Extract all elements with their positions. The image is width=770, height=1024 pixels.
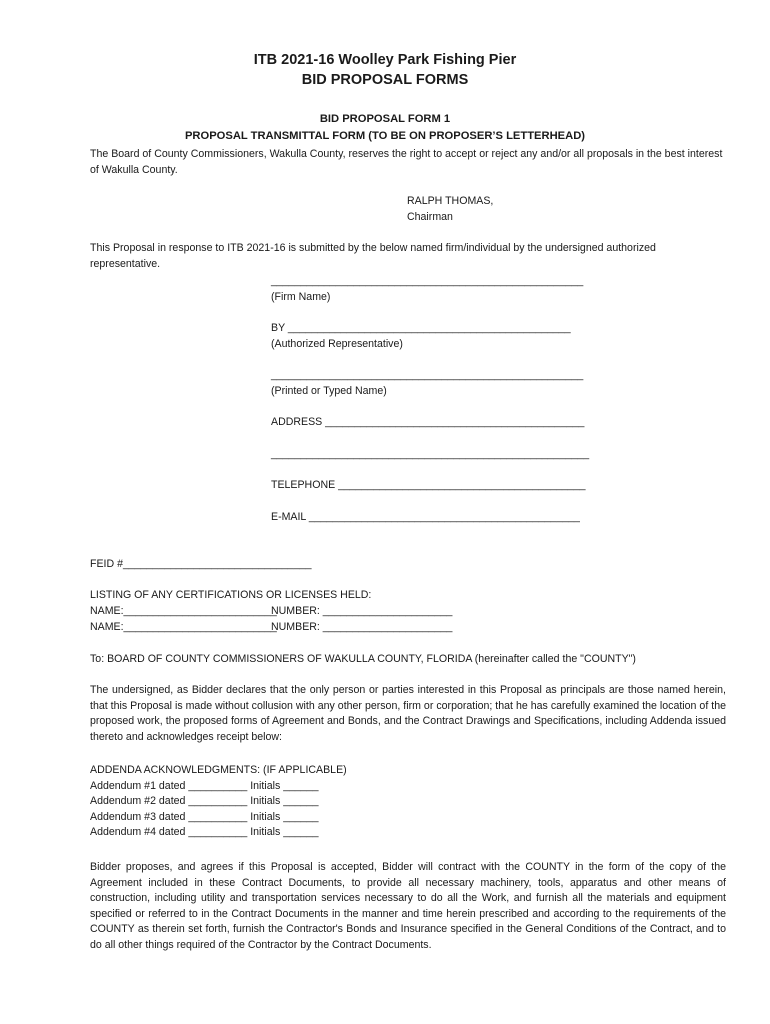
representative-label: (Authorized Representative): [271, 338, 403, 350]
addendum-row[interactable]: Addendum #2 dated __________ Initials ______: [90, 795, 319, 807]
addendum-row[interactable]: Addendum #1 dated __________ Initials ______: [90, 780, 319, 792]
license-name-field[interactable]: NAME:__________________________: [90, 605, 277, 617]
license-number-field[interactable]: NUMBER: ______________________: [271, 621, 453, 633]
form-name: PROPOSAL TRANSMITTAL FORM (TO BE ON PROPOSER’S LETTERHEAD): [184, 130, 586, 142]
addenda-heading: ADDENDA ACKNOWLEDGMENTS: (IF APPLICABLE): [90, 764, 347, 776]
feid-field[interactable]: FEID #________________________________: [90, 558, 312, 570]
license-name-field[interactable]: NAME:__________________________: [90, 621, 277, 633]
address-field[interactable]: ADDRESS ____________________________________________: [271, 416, 585, 428]
telephone-field[interactable]: TELEPHONE __________________________________________: [271, 479, 586, 491]
addendum-row[interactable]: Addendum #3 dated __________ Initials ______: [90, 811, 319, 823]
submission-paragraph: This Proposal in response to ITB 2021-16 is submitted by the below named firm/individual by the undersigned authorized representative.: [90, 242, 656, 270]
form-number: BID PROPOSAL FORM 1: [319, 113, 451, 125]
document-subtitle: BID PROPOSAL FORMS: [301, 72, 469, 88]
addressee-line: To: BOARD OF COUNTY COMMISSIONERS OF WAKULLA COUNTY, FLORIDA (hereinafter called the "COUNTY"): [90, 653, 636, 665]
signer-title: Chairman: [407, 211, 453, 223]
license-number-field[interactable]: NUMBER: ______________________: [271, 605, 453, 617]
firm-name-label: (Firm Name): [271, 291, 331, 303]
agreement-paragraph: Bidder proposes, and agrees if this Proposal is accepted, Bidder will contract with the COUNTY in the form of the copy of the Agreement included in these Contract Documents, to provide all necessary machinery, tools, apparatus and other means of construction, including utility and transportation services necessary to do all the Work, and furnish all the materials and equipment specified or referred to in the Contract Documents in the manner and time herein prescribed and according to the requirements of the COUNTY as therein set forth, furnish the Contractor's Bonds and Insurance specified in the General Conditions of the Contract, and to do all other things required of the Contractor by the Contract Documents.: [90, 861, 726, 951]
printed-name-label: (Printed or Typed Name): [271, 385, 387, 397]
firm-name-field[interactable]: _____________________________________________________: [271, 275, 584, 287]
licenses-heading: LISTING OF ANY CERTIFICATIONS OR LICENSES HELD:: [90, 589, 372, 601]
signer-name: RALPH THOMAS,: [407, 195, 494, 207]
address-field-line2[interactable]: ______________________________________________________: [271, 448, 590, 460]
email-field[interactable]: E-MAIL ______________________________________________: [271, 511, 580, 523]
representative-field[interactable]: BY ________________________________________________: [271, 322, 571, 334]
intro-paragraph: The Board of County Commissioners, Wakulla County, reserves the right to accept or reject any and/or all proposals in the best interest of Wakulla County.: [90, 148, 723, 176]
addendum-row[interactable]: Addendum #4 dated __________ Initials ______: [90, 826, 319, 838]
printed-name-field[interactable]: _____________________________________________________: [271, 369, 584, 381]
document-title: ITB 2021-16 Woolley Park Fishing Pier: [253, 52, 517, 68]
declaration-paragraph: The undersigned, as Bidder declares that the only person or parties interested in this Proposal as principals are those named herein, that this Proposal is made without collusion with any other person, firm or corporation; that he has carefully examined the location of the proposed work, the proposed forms of Agreement and Bonds, and the Contract Drawings and Specifications, including Addenda issued thereto and acknowledges receipt below:: [90, 684, 726, 743]
